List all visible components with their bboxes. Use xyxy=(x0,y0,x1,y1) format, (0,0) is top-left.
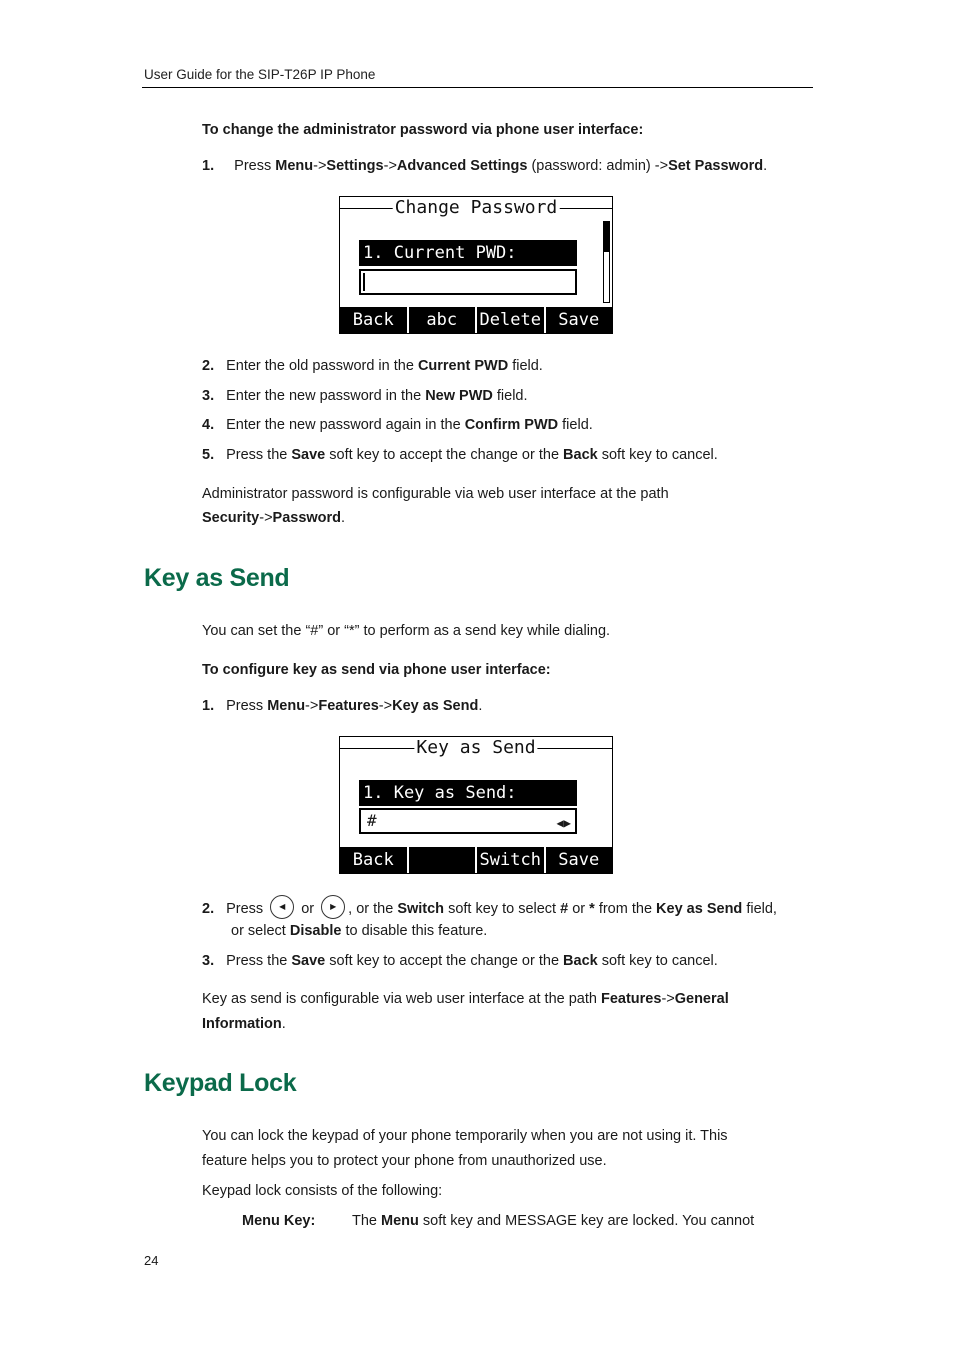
keypad-lock-consists: Keypad lock consists of the following: xyxy=(202,1183,443,1199)
step-text: Enter the new password again in the xyxy=(226,417,465,433)
softkey-abc[interactable]: abc xyxy=(409,307,478,333)
lcd-password-field xyxy=(359,269,577,295)
save-term: Save xyxy=(291,953,326,969)
lcd-softkey-bar xyxy=(340,847,612,873)
step-number: 1. xyxy=(202,158,215,174)
menu-term: Menu xyxy=(275,158,314,174)
step-text: soft key to cancel. xyxy=(597,953,718,969)
menu-term: Menu xyxy=(381,1213,419,1229)
scrollbar-thumb xyxy=(604,222,609,252)
admin-step-2 xyxy=(202,356,543,376)
softkey-save[interactable]: Save xyxy=(558,850,600,870)
text-cursor xyxy=(363,273,365,291)
star-term: * xyxy=(589,900,595,917)
arrow: -> xyxy=(661,991,675,1007)
switch-term: Switch xyxy=(397,900,445,917)
step-text: The xyxy=(352,1213,382,1229)
step-text: field, xyxy=(742,900,777,917)
step-text: . xyxy=(763,158,768,174)
arrow: -> xyxy=(313,158,327,174)
step-text: soft key and MESSAGE key are locked. You cannot xyxy=(418,1213,755,1229)
header-rule xyxy=(142,87,813,88)
step-number: 5. xyxy=(202,447,215,463)
admin-note-line-2 xyxy=(202,508,345,528)
lcd-softkey-bar xyxy=(340,307,612,333)
lcd-change-password xyxy=(339,196,613,334)
step-number: 3. xyxy=(202,388,215,404)
step-text: Press the xyxy=(226,953,292,969)
page-number: 24 xyxy=(144,1253,159,1268)
step-text: field. xyxy=(492,388,528,404)
arrow: -> xyxy=(383,158,397,174)
step-text: Press xyxy=(234,158,276,174)
step-text: from the xyxy=(594,900,657,917)
lcd-selected-row: 1. Key as Send: xyxy=(359,780,577,806)
advanced-settings-term: Advanced Settings xyxy=(396,158,528,174)
kas-step-2-line-2 xyxy=(231,921,487,941)
password-term: Password xyxy=(272,510,342,526)
step-number: 3. xyxy=(202,953,215,969)
step-text: Press the xyxy=(226,447,292,463)
step-text: soft key to accept the change or the xyxy=(325,447,564,463)
arrow: -> xyxy=(305,698,319,714)
back-term: Back xyxy=(563,447,598,463)
step-text: (password: admin) -> xyxy=(527,158,669,174)
lcd-title: Change Password xyxy=(394,197,558,218)
softkey-delete[interactable]: Delete xyxy=(477,307,546,333)
set-password-term: Set Password xyxy=(668,158,764,174)
current-pwd-term: Current PWD xyxy=(417,358,509,374)
step-text: . xyxy=(341,510,346,526)
step-text: field. xyxy=(558,417,593,433)
step-number: 4. xyxy=(202,417,215,433)
lcd-value-field xyxy=(359,808,577,834)
hash-term: # xyxy=(560,900,569,917)
softkey-save[interactable]: Save xyxy=(558,310,600,330)
menu-key-description xyxy=(352,1211,754,1231)
menu-term: Menu xyxy=(267,698,306,714)
softkey-empty xyxy=(409,847,478,873)
features-term: Features xyxy=(600,991,662,1007)
step-text: to disable this feature. xyxy=(341,923,488,939)
left-right-arrows-icon: ◀▶ xyxy=(556,816,571,830)
softkey-switch[interactable]: Switch xyxy=(477,847,546,873)
step-text: Press xyxy=(226,900,268,917)
step-text: , or the xyxy=(348,900,398,917)
keypad-lock-intro-2: feature helps you to protect your phone from unauthorized use. xyxy=(202,1153,607,1169)
step-text: Key as send is configurable via web user interface at the path xyxy=(202,991,601,1007)
save-term: Save xyxy=(291,447,326,463)
confirm-pwd-term: Confirm PWD xyxy=(464,417,559,433)
step-text: or select xyxy=(231,923,290,939)
arrow: -> xyxy=(259,510,273,526)
arrow: -> xyxy=(378,698,393,714)
keypad-lock-intro-1: You can lock the keypad of your phone temporarily when you are not using it. This xyxy=(202,1128,728,1144)
key-as-send-intro: You can set the “#” or “*” to perform as a send key while dialing. xyxy=(202,623,611,639)
step-text: field. xyxy=(508,358,543,374)
kas-step-1 xyxy=(202,696,482,716)
procedure-title-kas: To configure key as send via phone user interface: xyxy=(202,662,551,678)
step-number: 2. xyxy=(202,358,215,374)
admin-note-line-1: Administrator password is configurable via web user interface at the path xyxy=(202,486,669,502)
lcd-scrollbar xyxy=(603,221,610,303)
lcd-value: # xyxy=(367,811,377,830)
step-text: or xyxy=(568,900,590,917)
lcd-title: Key as Send xyxy=(416,737,536,758)
kas-note-line-1 xyxy=(202,989,729,1009)
new-pwd-term: New PWD xyxy=(425,388,493,404)
step-text: soft key to accept the change or the xyxy=(325,953,564,969)
page-header-title: User Guide for the SIP-T26P IP Phone xyxy=(144,67,376,82)
step-number: 1. xyxy=(202,698,215,714)
disable-term: Disable xyxy=(289,923,342,939)
admin-step-5 xyxy=(202,445,718,465)
step-number: 2. xyxy=(202,900,215,917)
kas-note-line-2 xyxy=(202,1014,286,1034)
softkey-back[interactable]: Back xyxy=(340,307,409,333)
menu-key-label: Menu Key: xyxy=(242,1213,316,1229)
general-term: General xyxy=(674,991,729,1007)
features-term: Features xyxy=(318,698,379,714)
key-as-send-term: Key as Send xyxy=(392,698,479,714)
procedure-title-admin: To change the administrator password via phone user interface: xyxy=(202,122,644,138)
security-term: Security xyxy=(202,510,260,526)
admin-step-1 xyxy=(202,156,767,176)
information-term: Information xyxy=(202,1016,282,1032)
admin-step-4 xyxy=(202,415,593,435)
step-text: Enter the old password in the xyxy=(226,358,418,374)
left-navigation-key-icon: ◀ xyxy=(270,895,294,919)
softkey-back[interactable]: Back xyxy=(340,847,409,873)
kas-step-2 xyxy=(202,897,777,921)
key-as-send-term: Key as Send xyxy=(656,900,743,917)
kas-step-3 xyxy=(202,951,718,971)
right-navigation-key-icon: ▶ xyxy=(321,895,345,919)
back-term: Back xyxy=(563,953,598,969)
heading-key-as-send: Key as Send xyxy=(144,564,290,592)
step-text: . xyxy=(281,1016,286,1032)
step-text: . xyxy=(478,698,483,714)
step-text: or xyxy=(297,900,319,917)
step-text: soft key to cancel. xyxy=(597,447,718,463)
heading-keypad-lock: Keypad Lock xyxy=(144,1069,297,1097)
lcd-selected-row: 1. Current PWD: xyxy=(359,240,577,266)
step-text: Press xyxy=(226,698,268,714)
admin-step-3 xyxy=(202,386,528,406)
step-text: soft key to select xyxy=(444,900,561,917)
lcd-key-as-send xyxy=(339,736,613,874)
settings-term: Settings xyxy=(326,158,384,174)
step-text: Enter the new password in the xyxy=(226,388,426,404)
